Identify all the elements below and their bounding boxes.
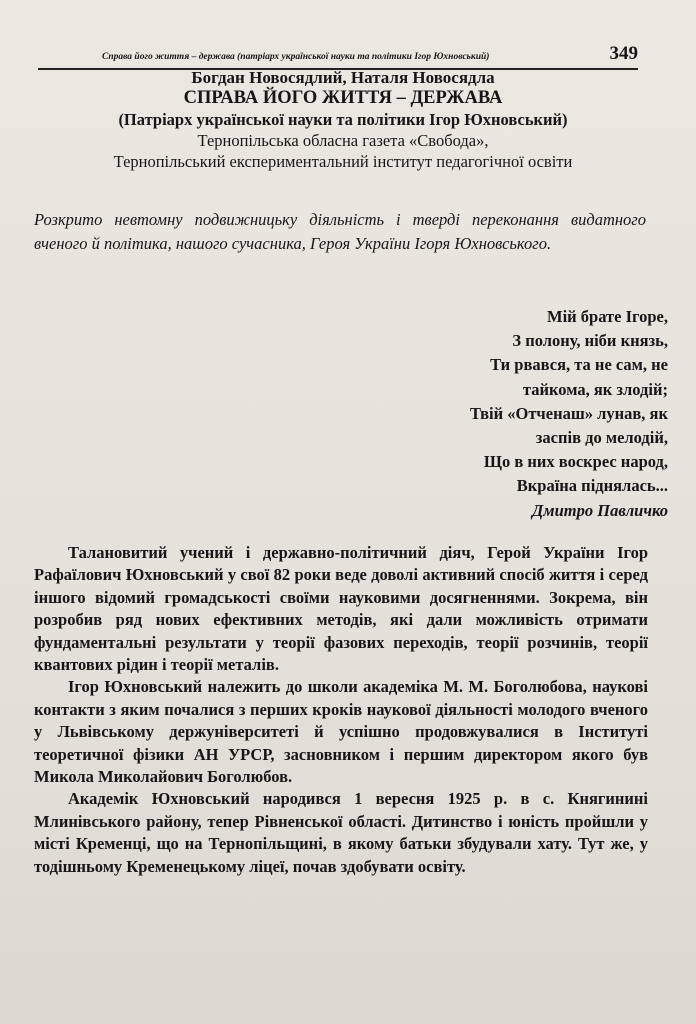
body-paragraph: Талановитий учений і державно-політичний діяч, Герой України Ігор Рафаїлович Юхновський у свої 82 роки веде доволі активний спосіб життя і серед іншого відомий громадськості своїми науковими досягненнями. Зокрема, він розробив ряд нових ефективних методів, які дали можливість отримати фундаментальні результати у теорії фазових переходів, теорії розчинів, теорії квантових рідин і теорії металів. xyxy=(34,543,648,675)
poem-line: Твій «Отченаш» лунав, як xyxy=(469,403,668,423)
poem-line: Мій брате Ігоре, xyxy=(547,307,668,326)
body-paragraph: Академік Юхновський народився 1 вересня 1925 р. в с. Княгинині Млинівського району, тепер Рівненської області. Дитинство і юність пройшли у місті Кременці, що на Тернопільщині, в якому батьки збудували хату. Тут же, у тодішньому Кременецькому ліцеї, почав здобувати освіту. xyxy=(34,789,648,876)
article-subtitle: (Патріарх української науки та політики Ігор Юхновський) xyxy=(118,110,568,129)
article-header xyxy=(34,68,652,172)
poem-author: Дмитро Павличко xyxy=(532,500,668,520)
poem-line: Що в них воскрес народ, xyxy=(483,452,668,472)
article-source-institute: Тернопільський експериментальний інститут педагогічної освіти xyxy=(113,152,573,171)
page-number: 349 xyxy=(609,43,638,64)
article-title: СПРАВА ЙОГО ЖИТТЯ – ДЕРЖАВА xyxy=(183,88,503,108)
poem-line: З полону, ніби князь, xyxy=(512,331,668,351)
poem-line: Вкраїна піднялась... xyxy=(516,476,668,496)
article-source-newspaper: Тернопільська обласна газета «Свобода», xyxy=(197,131,489,150)
running-header xyxy=(38,43,638,70)
running-header-title: Справа його життя – держава (патріарх української науки та політики Ігор Юхновський) xyxy=(102,52,490,62)
poem-line: заспів до мелодій, xyxy=(535,428,668,448)
poem-line: тайкома, як злодій; xyxy=(522,379,668,399)
article-body xyxy=(34,542,648,878)
body-paragraph: Ігор Юхновський належить до школи академіка М. М. Боголюбова, наукові контакти з яким почалися з перших кроків наукової діяльності молодого вченого у Львівському держуніверситеті й успішно продовжувалися в Інституті теоретичної фізики АН УРСР, засновником і першим директором якого був Микола Миколайович Боголюбов. xyxy=(34,677,648,787)
poem-line: Ти рвався, та не сам, не xyxy=(490,355,668,375)
article-abstract: Розкрито невтомну подвижницьку діяльність і тверді переконання видатного вченого й політика, нашого сучасника, Героя України Ігоря Юхновського. xyxy=(34,210,646,253)
epigraph-poem xyxy=(268,305,668,523)
article-authors: Богдан Новосядлий, Наталя Новосядла xyxy=(191,68,495,87)
